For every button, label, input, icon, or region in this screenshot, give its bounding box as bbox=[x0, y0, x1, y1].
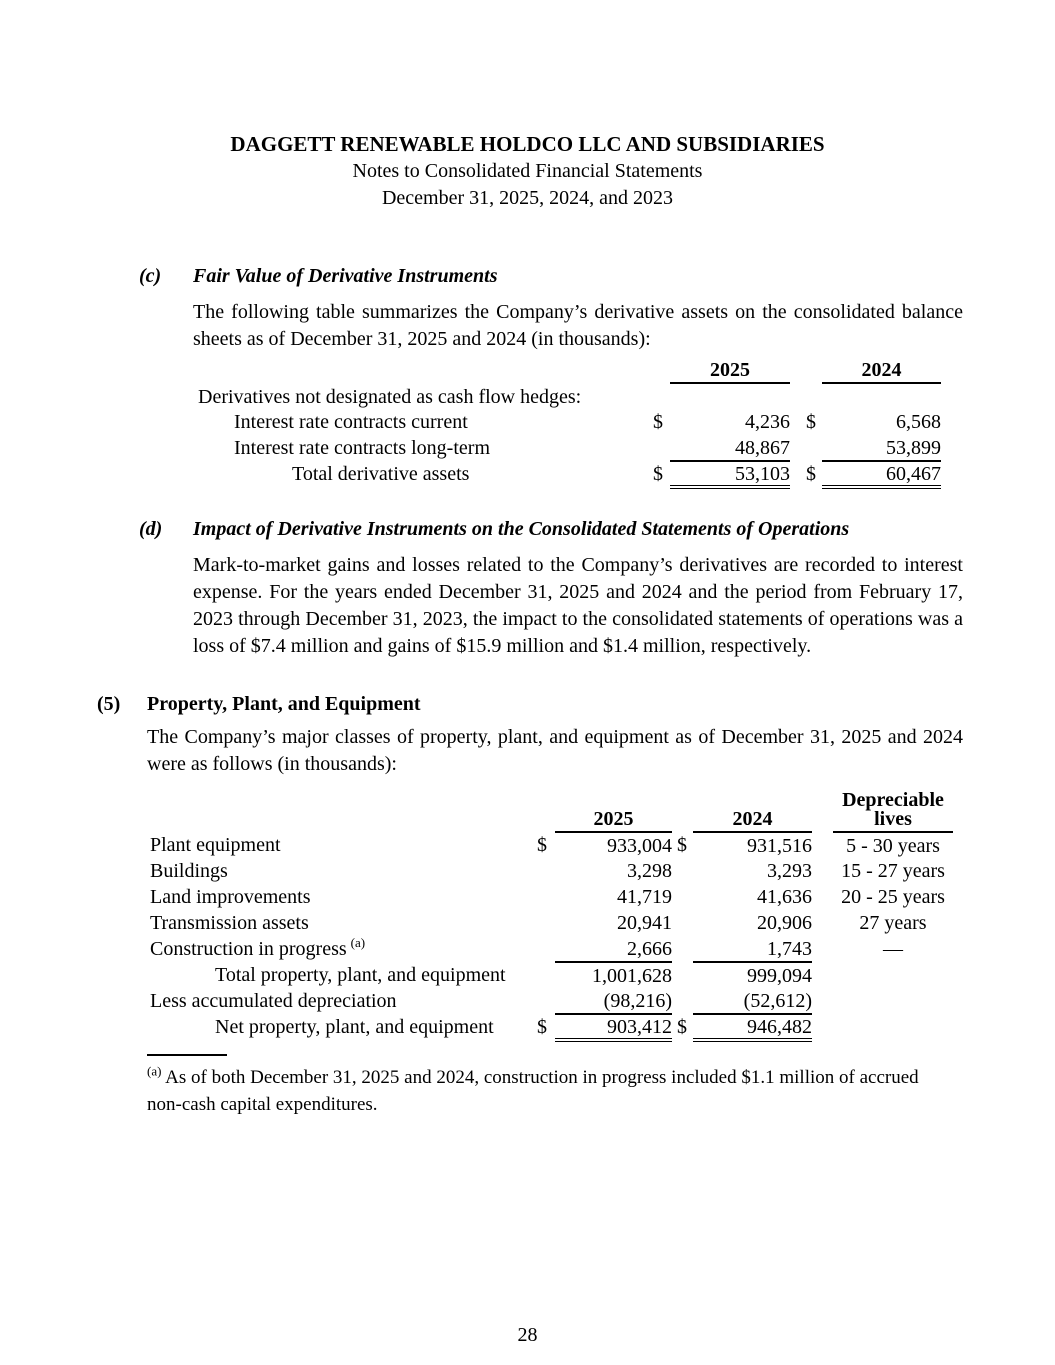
dollar-sign: $ bbox=[677, 834, 687, 856]
table-row bbox=[147, 832, 953, 858]
dollar-sign: $ bbox=[677, 1016, 687, 1038]
footnote-separator bbox=[147, 1054, 227, 1056]
amount-2025: (98,216) bbox=[555, 988, 672, 1014]
amount-2024: 946,482 bbox=[693, 1014, 812, 1040]
row-label: Less accumulated depreciation bbox=[150, 990, 397, 1012]
row-label: Net property, plant, and equipment bbox=[215, 1016, 494, 1038]
ppe-header-row bbox=[147, 791, 953, 832]
amount-2025: 41,719 bbox=[617, 886, 672, 908]
table-row bbox=[147, 962, 953, 988]
dollar-sign: $ bbox=[537, 834, 547, 856]
table-row bbox=[147, 1014, 953, 1040]
row-label: Land improvements bbox=[150, 886, 311, 908]
row-label: Total property, plant, and equipment bbox=[215, 964, 506, 986]
amount-2024: 41,636 bbox=[757, 886, 812, 908]
company-name: DAGGETT RENEWABLE HOLDCO LLC AND SUBSIDIARIES bbox=[230, 132, 825, 156]
footnote bbox=[147, 1064, 957, 1118]
amount-2024: 999,094 bbox=[747, 964, 812, 987]
derivatives-col-header-2024: 2024 bbox=[822, 357, 941, 383]
section-c-title: Fair Value of Derivative Instruments bbox=[193, 265, 498, 287]
header-subtitle: Notes to Consolidated Financial Statements bbox=[352, 160, 703, 182]
dollar-sign: $ bbox=[537, 1016, 547, 1038]
amount-2025: 20,941 bbox=[617, 912, 672, 934]
amount-2024: 931,516 bbox=[747, 834, 812, 857]
row-label: Construction in progress $^{(a)}$ bbox=[150, 936, 366, 960]
amount-2025: 48,867 bbox=[670, 435, 790, 461]
ppe-table bbox=[147, 791, 953, 1042]
amount-2024: 53,899 bbox=[822, 435, 941, 461]
amount-2025: 3,298 bbox=[627, 860, 672, 882]
amount-2025: 903,412 bbox=[555, 1014, 672, 1040]
amount-2024: 3,293 bbox=[767, 860, 812, 882]
derivatives-group-label: Derivatives not designated as cash flow hedges: bbox=[198, 385, 582, 408]
row-label: Interest rate contracts long-term bbox=[234, 437, 490, 459]
section-5-paragraph: The Company’s major classes of property, plant, and equipment as of December 31, 2025 and 2024 were as follows (in thousands): bbox=[147, 726, 963, 775]
depreciable-lives-value: — bbox=[883, 938, 903, 960]
derivatives-group-row bbox=[198, 383, 941, 409]
section-c-paragraph: The following table summarizes the Company’s derivative assets on the consolidated balance sheets as of December 31, 2025 and 2024 (in thousands): bbox=[193, 301, 963, 350]
section-d-paragraph: Mark-to-market gains and losses related to the Company’s derivatives are recorded to interest expense. For the years ended December 31, 2025 and 2024 and the period from February 17, 2023 through December 31, 2023, the impact to the consolidated statements of operations was a loss of $7.4 million and gains of $15.9 million and $1.4 million, respectively. bbox=[193, 554, 963, 657]
section-5-heading bbox=[97, 690, 1055, 718]
section-d bbox=[139, 515, 1055, 660]
depreciable-lives-value: 5 - 30 years bbox=[846, 834, 940, 857]
dollar-sign: $ bbox=[653, 411, 663, 433]
depreciable-lives-value: 20 - 25 years bbox=[841, 886, 945, 908]
dollar-sign: $ bbox=[653, 463, 663, 485]
derivatives-header-row bbox=[198, 357, 941, 383]
row-label: Transmission assets bbox=[150, 912, 309, 934]
footnote-reference: (a) bbox=[350, 936, 366, 951]
row-label: Total derivative assets bbox=[292, 463, 470, 485]
section-c-marker: (c) bbox=[139, 265, 162, 287]
amount-2024: 6,568 bbox=[896, 411, 941, 433]
row-label: Buildings bbox=[150, 860, 228, 882]
depreciable-lives-value: 27 years bbox=[859, 912, 927, 934]
header-date-line: December 31, 2025, 2024, and 2023 bbox=[381, 187, 674, 209]
section-d-title: Impact of Derivative Instruments on the Consolidated Statements of Operations bbox=[193, 518, 850, 540]
amount-2025: 4,236 bbox=[745, 411, 790, 433]
amount-2025: 1,001,628 bbox=[592, 964, 672, 987]
table-row bbox=[147, 988, 953, 1014]
depreciable-lives-value: 15 - 27 years bbox=[841, 860, 945, 882]
section-c-heading bbox=[139, 262, 1055, 290]
table-row bbox=[147, 936, 953, 962]
amount-2025: 933,004 bbox=[607, 834, 672, 857]
row-label: Interest rate contracts current bbox=[234, 411, 468, 433]
page-number: 28 bbox=[517, 1324, 538, 1346]
amount-2024: (52,612) bbox=[693, 988, 812, 1014]
ppe-col-header-2024: 2024 bbox=[693, 791, 812, 832]
section-5-marker: (5) bbox=[97, 693, 121, 715]
section-c bbox=[139, 262, 1055, 353]
table-row bbox=[147, 884, 953, 910]
table-row bbox=[198, 435, 941, 461]
ppe-col-header-lives: Depreciable lives bbox=[833, 791, 953, 832]
derivatives-table bbox=[198, 357, 941, 489]
table-row bbox=[198, 409, 941, 435]
footnote-marker: (a) bbox=[147, 1063, 162, 1079]
derivatives-col-header-2025: 2025 bbox=[670, 357, 790, 383]
document-header bbox=[0, 130, 1055, 212]
table-row bbox=[198, 461, 941, 487]
footnote-text: As of both December 31, 2025 and 2024, construction in progress included $1.1 million of accrued non-cash capital expenditures. bbox=[147, 1067, 919, 1115]
amount-2024: 20,906 bbox=[757, 912, 812, 934]
section-d-heading bbox=[139, 515, 1055, 543]
table-row bbox=[147, 910, 953, 936]
row-label: Plant equipment bbox=[150, 834, 281, 856]
amount-2025: 2,666 bbox=[555, 936, 672, 962]
amount-2025: 53,103 bbox=[670, 461, 790, 487]
section-5 bbox=[97, 690, 1055, 778]
section-5-title: Property, Plant, and Equipment bbox=[147, 693, 421, 715]
amount-2024: 1,743 bbox=[693, 936, 812, 962]
ppe-col-header-2025: 2025 bbox=[555, 791, 672, 832]
amount-2024: 60,467 bbox=[822, 461, 941, 487]
dollar-sign: $ bbox=[806, 463, 816, 485]
section-d-marker: (d) bbox=[139, 518, 163, 540]
table-row bbox=[147, 858, 953, 884]
dollar-sign: $ bbox=[806, 411, 816, 433]
